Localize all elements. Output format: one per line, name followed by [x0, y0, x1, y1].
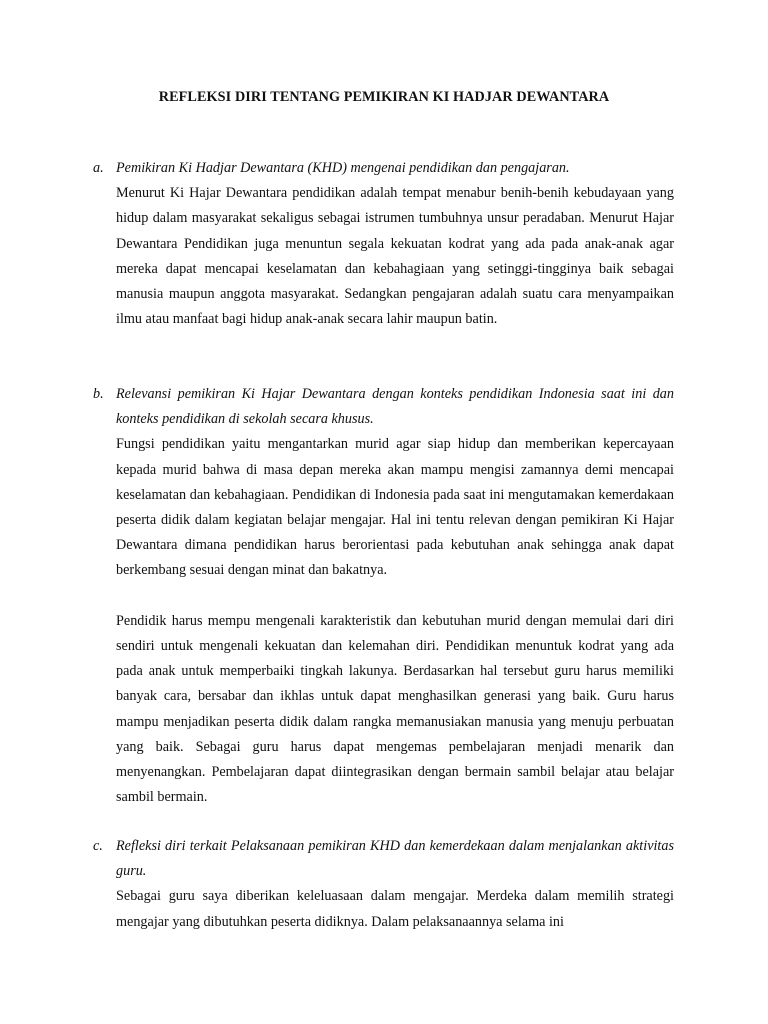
section-a-marker: a.	[93, 160, 104, 176]
section-b-heading: Relevansi pemikiran Ki Hajar Dewantara dengan konteks pendidikan Indonesia saat ini dan konteks pendidikan di sekolah secara khusus.	[116, 386, 674, 428]
section-b	[93, 382, 674, 810]
section-a-heading: Pemikiran Ki Hadjar Dewantara (KHD) mengenai pendidikan dan pengajaran.	[116, 160, 570, 176]
section-c-marker: c.	[93, 838, 103, 854]
section-a-paragraph-1: Menurut Ki Hajar Dewantara pendidikan adalah tempat menabur benih-benih kebudayaan yang hidup dalam masyarakat sekaligus sebagai istrumen tumbuhnya unsur peradaban. Menurut Hajar Dewantara Pendidikan juga menuntun segala kekuatan kodrat yang ada pada anak-anak agar mereka dapat mencapai keselamatan dan kebahagiaan yang setinggi-tingginya baik sebagai manusia maupun anggota masyarakat. Sedangkan pengajaran adalah suatu cara menyampaikan ilmu atau manfaat bagi hidup anak-anak secara lahir maupun batin.	[116, 185, 674, 328]
section-a-content	[116, 156, 674, 332]
section-c-content	[116, 834, 674, 935]
document-title: REFLEKSI DIRI TENTANG PEMIKIRAN KI HADJAR DEWANTARA	[158, 89, 610, 105]
section-c-heading: Refleksi diri terkait Pelaksanaan pemikiran KHD dan kemerdekaan dalam menjalankan aktivitas guru.	[116, 838, 674, 880]
section-b-paragraph-1: Fungsi pendidikan yaitu mengantarkan murid agar siap hidup dan memberikan kepercayaan kepada murid bahwa di masa depan mereka akan mampu mengisi zamannya demi mencapai keselamatan dan kebahagiaan. Pendidikan di Indonesia pada saat ini mengutamakan kemerdakaan peserta didik dalam kegiatan belajar mengajar. Hal ini tentu relevan dengan pemikiran Ki Hajar Dewantara dimana pendidikan harus berorientasi pada kebutuhan anak sehingga anak dapat berkembang sesuai dengan minat dan bakatnya.	[116, 436, 674, 579]
section-b-content	[116, 382, 674, 810]
section-b-marker: b.	[93, 386, 104, 402]
section-a	[93, 156, 674, 332]
section-b-paragraph-2: Pendidik harus mempu mengenali karakteristik dan kebutuhan murid dengan memulai dari diri sendiri untuk mengenali kekuatan dan kelemahan diri. Pendidikan menuntuk kodrat yang ada pada anak untuk memperbaiki tingkah lakunya. Berdasarkan hal tersebut guru harus memiliki banyak cara, bersabar dan ikhlas untuk dapat menghasilkan generasi yang baik. Guru harus mampu menjadikan peserta didik dalam rangka memanusiakan manusia yang menuju perbuatan yang baik. Sebagai guru harus dapat mengemas pembelajaran menjadi menarik dan menyenangkan. Pembelajaran dapat diintegrasikan dengan bermain sambil belajar atau belajar sambil bermain.	[116, 612, 674, 806]
section-c	[93, 834, 674, 935]
section-c-paragraph-1: Sebagai guru saya diberikan keleluasaan dalam mengajar. Merdeka dalam memilih strategi mengajar yang dibutuhkan peserta didiknya. Dalam pelaksanaannya selama ini	[116, 888, 674, 930]
